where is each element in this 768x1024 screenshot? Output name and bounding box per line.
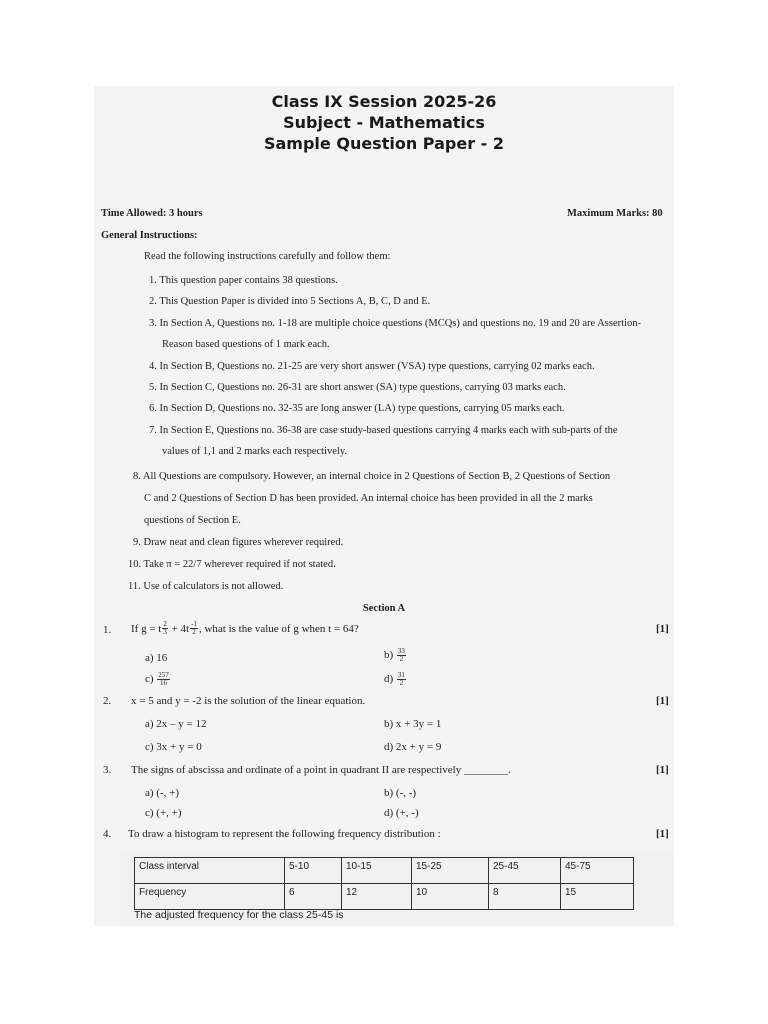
frac-den: 16 <box>160 679 168 687</box>
frac-num: 31 <box>397 671 405 679</box>
option-fraction <box>157 672 170 687</box>
option-b: b) x + 3y = 1 <box>384 718 442 730</box>
q1-text-suffix: , what is the value of g when t = 64? <box>198 623 359 635</box>
instruction-item-continued: values of 1,1 and 2 marks each respectively. <box>162 446 348 457</box>
option-label: d) <box>384 673 394 686</box>
question-number: 2. <box>103 695 112 707</box>
question-number: 1. <box>103 624 112 636</box>
option-c: c) (+, +) <box>145 807 182 819</box>
instruction-item: 11. Use of calculators is not allowed. <box>128 581 284 592</box>
frac-num: 33 <box>397 647 405 655</box>
instruction-item: 4. In Section B, Questions no. 21-25 are very short answer (VSA) type questions, carrying 02 marks each. <box>149 361 595 372</box>
maximum-marks: Maximum Marks: 80 <box>567 208 663 219</box>
question-4-text: To draw a histogram to represent the following frequency distribution : <box>128 828 441 840</box>
table-cell: 25-45 <box>489 858 561 884</box>
table-cell: 8 <box>489 884 561 910</box>
option-d: d) 2x + y = 9 <box>384 741 442 753</box>
table-row <box>135 858 634 884</box>
q1-exponent-fraction <box>190 621 198 636</box>
frequency-table <box>134 857 634 910</box>
instruction-item: 7. In Section E, Questions no. 36-38 are case study-based questions carrying 4 marks each with sub-parts of the <box>149 425 618 436</box>
option-d <box>384 672 407 687</box>
frac-num: -1 <box>191 620 197 628</box>
question-4-followup: The adjusted frequency for the class 25-45 is <box>134 909 344 921</box>
option-fraction <box>397 648 406 663</box>
section-a-heading: Section A <box>362 603 406 614</box>
instruction-item: 1. This question paper contains 38 questions. <box>149 275 338 286</box>
frac-den: 2 <box>399 655 404 663</box>
table-cell: 12 <box>342 884 412 910</box>
table-row <box>135 884 634 910</box>
table-cell: 10-15 <box>342 858 412 884</box>
question-2-text: x = 5 and y = -2 is the solution of the linear equation. <box>131 695 366 707</box>
option-a: a) (-, +) <box>145 787 179 799</box>
instruction-item-continued: C and 2 Questions of Section D has been provided. An internal choice has been provided in all the 2 marks <box>144 493 593 504</box>
question-marks: [1] <box>656 623 669 635</box>
frac-num: 2 <box>163 620 167 628</box>
table-cell: 45-75 <box>561 858 634 884</box>
instruction-item: 10. Take π = 22/7 wherever required if not stated. <box>128 559 336 570</box>
instruction-item: 5. In Section C, Questions no. 26-31 are short answer (SA) type questions, carrying 03 marks each. <box>149 382 566 393</box>
question-marks: [1] <box>656 695 669 707</box>
instruction-item: 2. This Question Paper is divided into 5 Sections A, B, C, D and E. <box>149 296 431 307</box>
table-cell: Frequency <box>135 884 285 910</box>
option-b <box>384 648 407 663</box>
question-3-text: The signs of abscissa and ordinate of a point in quadrant II are respectively ________. <box>131 764 511 776</box>
option-label: c) <box>145 673 154 686</box>
instructions-intro: Read the following instructions carefully and follow them: <box>144 251 391 262</box>
question-marks: [1] <box>656 764 669 776</box>
table-cell: 15 <box>561 884 634 910</box>
frac-num: 257 <box>158 671 169 679</box>
option-fraction <box>397 672 406 687</box>
option-d: d) (+, -) <box>384 807 419 819</box>
instruction-item-continued: questions of Section E. <box>144 515 241 526</box>
option-a: a) 2x – y = 12 <box>145 718 207 730</box>
subject-title: Subject - Mathematics <box>283 113 485 132</box>
class-session-title: Class IX Session 2025-26 <box>271 92 497 111</box>
frac-den: 3 <box>163 628 167 636</box>
paper-title: Sample Question Paper - 2 <box>263 134 504 153</box>
instruction-item: 6. In Section D, Questions no. 32-35 are long answer (LA) type questions, carrying 05 marks each. <box>149 403 565 414</box>
instruction-item: 8. All Questions are compulsory. However, an internal choice in 2 Questions of Section B, 2 Questions of Section <box>133 471 611 482</box>
option-a: a) 16 <box>145 652 168 664</box>
frac-den: 2 <box>192 628 196 636</box>
frac-den: 2 <box>399 679 404 687</box>
instruction-item-continued: Reason based questions of 1 mark each. <box>162 339 330 350</box>
instructions-heading: General Instructions: <box>101 230 198 241</box>
question-number: 4. <box>103 828 112 840</box>
question-marks: [1] <box>656 828 669 840</box>
q1-text-prefix: If g = t <box>131 623 162 635</box>
instruction-item: 9. Draw neat and clean figures wherever required. <box>133 537 344 548</box>
table-cell: Class interval <box>135 858 285 884</box>
question-1-text <box>131 621 359 636</box>
q1-text-mid: + 4t <box>168 623 190 635</box>
q1-exponent-fraction <box>162 621 168 636</box>
option-label: b) <box>384 649 394 662</box>
option-c: c) 3x + y = 0 <box>145 741 202 753</box>
table-cell: 15-25 <box>412 858 489 884</box>
question-number: 3. <box>103 764 112 776</box>
table-cell: 5-10 <box>285 858 342 884</box>
table-cell: 10 <box>412 884 489 910</box>
instruction-item: 3. In Section A, Questions no. 1-18 are multiple choice questions (MCQs) and questions no. 19 and 20 are Assertion- <box>149 318 641 329</box>
table-cell: 6 <box>285 884 342 910</box>
time-allowed: Time Allowed: 3 hours <box>101 208 203 219</box>
option-b: b) (-, -) <box>384 787 417 799</box>
option-c <box>145 672 171 687</box>
